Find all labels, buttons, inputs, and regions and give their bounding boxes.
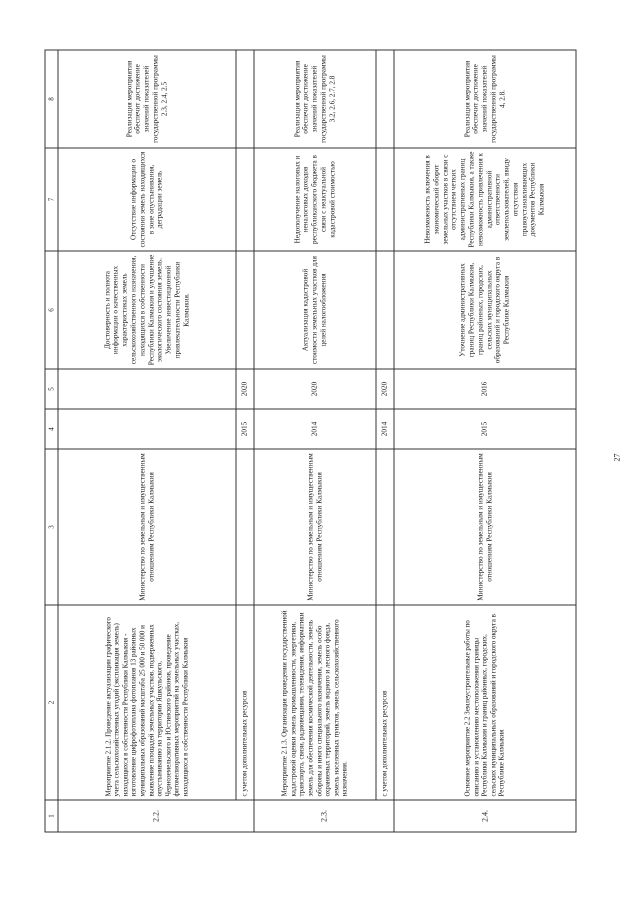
measure-name: с учетом дополнительных ресурсов [236, 605, 254, 800]
expected-result: Актуализация кадастровой стоимости земельных участков для целей налогообложения [254, 251, 376, 369]
row-number: 2.3. [254, 800, 394, 832]
consequence [236, 148, 254, 251]
program-link: Реализация мероприятия обеспечит достижение значений показателей государственной программы 4, 2.8. [394, 50, 576, 148]
col-number: 4 [45, 409, 58, 449]
consequence: Недополучение налоговых и неналоговых доходов республиканского бюджета в связи с неактуальной кадастровой стоимостью [254, 148, 376, 251]
table-row [236, 50, 254, 832]
col-number: 2 [45, 605, 58, 800]
col-number: 8 [45, 50, 58, 148]
col-number: 5 [45, 369, 58, 409]
expected-result [236, 251, 254, 369]
col-number: 7 [45, 148, 58, 251]
end-year: 2020 [254, 369, 376, 409]
program-link: Реализация мероприятия обеспечит достижение значений показателей государственной программы 3.2, 2.6, 2.7, 2.8 [254, 50, 376, 148]
column-number-row [45, 50, 58, 832]
expected-result: Уточнение административных границ Республики Калмыкия, границ районных, городских, сельских муниципальных образований и городского округа в Республике Калмыкия [394, 251, 576, 369]
program-link: Реализация мероприятия обеспечит достижение значений показателей государственной программы 2.3, 2.4, 2.5 [58, 50, 236, 148]
table-row [254, 50, 376, 832]
executor: Министерство по земельным и имущественным отношениям Республики Калмыкия [254, 449, 376, 605]
expected-result [376, 251, 394, 369]
table-row [394, 50, 576, 832]
end-year: 2016 [394, 369, 576, 409]
program-measures-table [45, 50, 577, 833]
table-row [58, 50, 236, 832]
page-number: 27 [612, 453, 622, 462]
end-year: 2020 [376, 369, 394, 409]
measure-name: Мероприятие 2.1.3. Организация проведения государственной кадастровой оценки земель промышленности, энергетики, транспорта, связи, радиовещания, телевидения, информатики земель для обеспечения космической деятельности, земель обороны и иного специального назначения, земель особо охраняемых территорий, земель водного и лесного фонда, земель населенных пунктов, земель сельскохозяйственного назначения. [254, 605, 376, 800]
end-year [58, 369, 236, 409]
consequence: Отсутствие информации о состоянии земель находящихся в зоне опустынивания, деградации земель [58, 148, 236, 251]
consequence: Невозможность включения в экономический оборот земельных участков в связи с отсутствием четких административных границ Республики Калмыкия, а также невозможность привлечения к административной ответственности землепользователей, ввиду отсутствия правоустанавливающих документов Республики Калмыкия [394, 148, 576, 251]
start-year [58, 409, 236, 449]
measure-name: Мероприятие 2.1.2. Проведение актуализации графического учета сельскохозяйственных угодий (экспликация земель) находящихся в собственности Республики Калмыкия - изготовление цифрофотоплана фотопланов 13 районных муниципальных образований масштаба 25 000 и 50 000 и выявление площадей земельных участков, подверженных опустыниванию на территории Яшкульского, Черноземельского и Юстинского районов, проведение фитомелиоративных мероприятий на земельных участках, находящихся в собственности Республики Калмыкия [58, 605, 236, 800]
table-row [376, 50, 394, 832]
col-number: 6 [45, 251, 58, 369]
measure-name: с учетом дополнительных ресурсов [376, 605, 394, 800]
start-year: 2014 [254, 409, 376, 449]
start-year: 2015 [394, 409, 576, 449]
executor [376, 449, 394, 605]
col-number: 3 [45, 449, 58, 605]
executor: Министерство по земельным и имущественным отношениям Республики Калмыкия [394, 449, 576, 605]
landscape-page [1, 0, 640, 905]
executor: Министерство по земельным и имущественным отношениям Республики Калмыкия [58, 449, 236, 605]
start-year: 2014 [376, 409, 394, 449]
program-link [236, 50, 254, 148]
col-number: 1 [45, 800, 58, 832]
measure-name: Основное мероприятие 2.2 Землеустроительные работы по описанию и установлению местоположения границы Республики Калмыкия и границ районных, городских, сельских муниципальных образований и городского округа в Республике Калмыкия [394, 605, 576, 800]
end-year: 2020 [236, 369, 254, 409]
expected-result: Достоверность и полнота информации о качественных характеристиках земель сельскохозяйственного назначения, находящихся в собственности Республики Калмыкия и улучшение экологического состояния земель. Увеличение инвестиционной привлекательности Республики Калмыкия. [58, 251, 236, 369]
row-number: 2.4. [394, 800, 576, 832]
start-year: 2015 [236, 409, 254, 449]
program-link [376, 50, 394, 148]
consequence [376, 148, 394, 251]
executor [236, 449, 254, 605]
row-number: 2.2. [58, 800, 254, 832]
